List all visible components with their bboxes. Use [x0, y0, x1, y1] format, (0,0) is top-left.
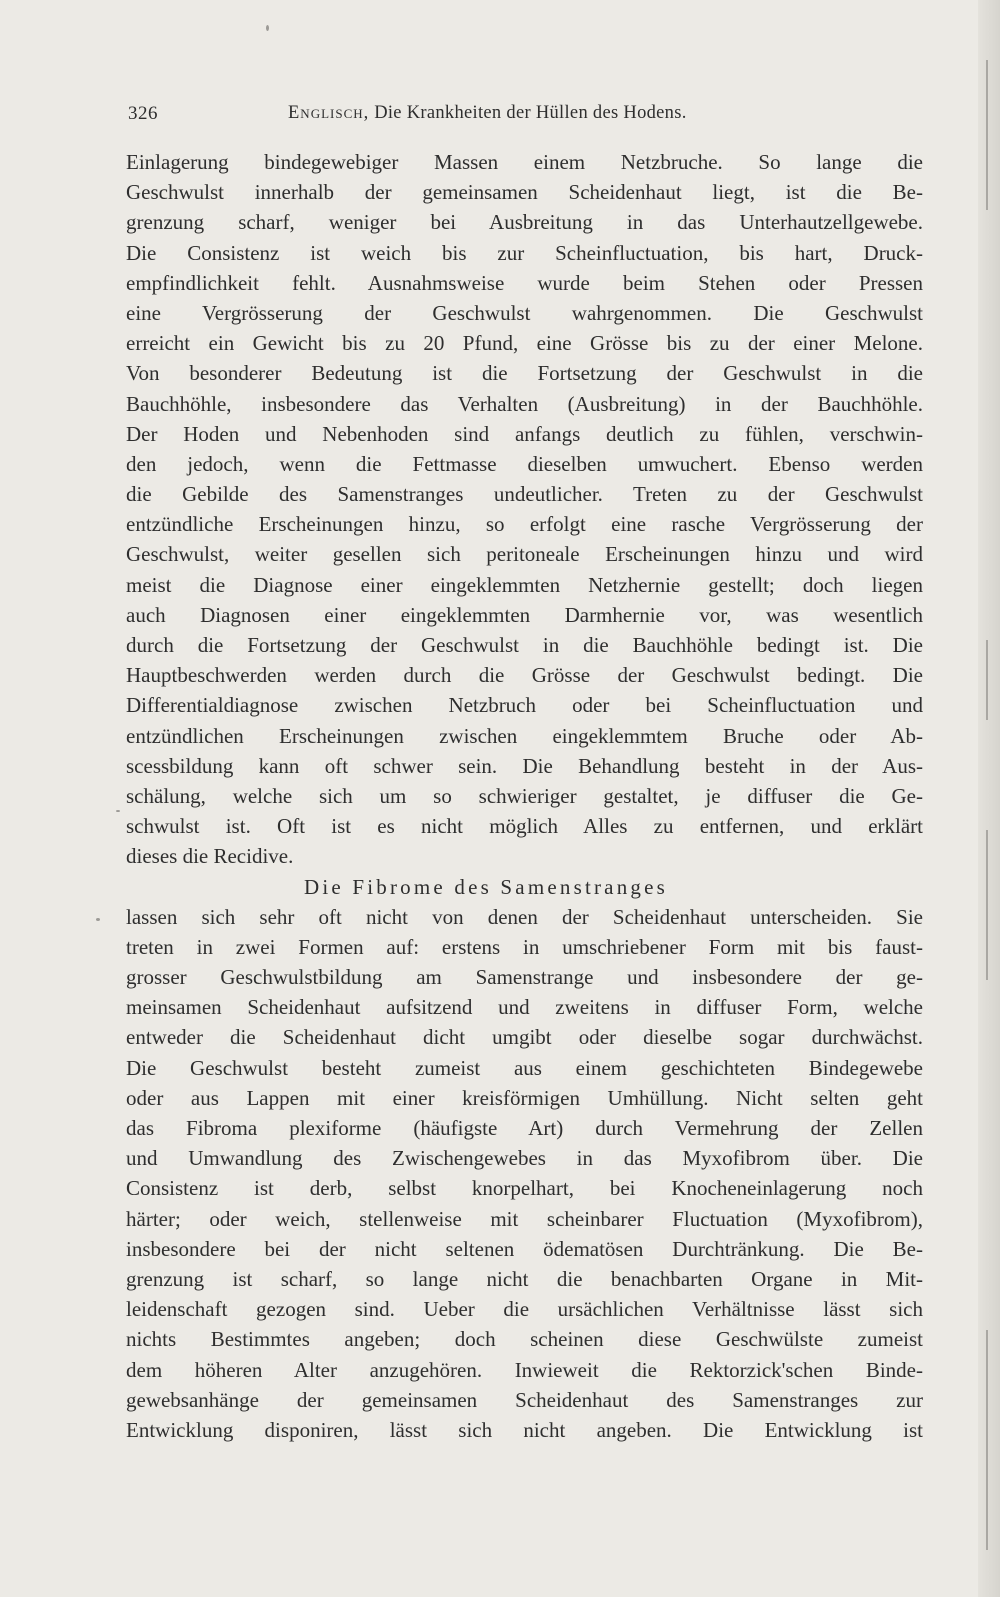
text-line: erreicht ein Gewicht bis zu 20 Pfund, eine Grösse bis zu der einer Melone. [126, 331, 923, 356]
edge-shadow [986, 640, 988, 720]
text-line: Hauptbeschwerden werden durch die Grösse der Geschwulst bedingt. Die [126, 663, 923, 688]
ink-speck [116, 810, 120, 812]
text-line: treten in zwei Formen auf: erstens in umschriebener Form mit bis faust- [126, 934, 923, 959]
author-name: Englisch, [288, 103, 370, 123]
page-number: 326 [128, 103, 158, 124]
section-heading: Die Fibrome des Samenstranges [304, 874, 668, 899]
text-line: dieses die Recidive. [126, 844, 294, 869]
text-line: Bauchhöhle, insbesondere das Verhalten (Ausbreitung) in der Bauchhöhle. [126, 391, 923, 416]
text-line: Der Hoden und Nebenhoden sind anfangs deutlich zu fühlen, verschwin- [126, 421, 923, 446]
text-line: durch die Fortsetzung der Geschwulst in die Bauchhöhle bedingt ist. Die [126, 633, 923, 657]
text-line: die Gebilde des Samenstranges undeutlicher. Treten zu der Geschwulst [126, 482, 923, 507]
text-line: entzündlichen Erscheinungen zwischen eingeklemmtem Bruche oder Ab- [126, 723, 923, 748]
text-line: Consistenz ist derb, selbst knorpelhart, bei Knocheneinlagerung noch [126, 1176, 923, 1201]
text-line: meinsamen Scheidenhaut aufsitzend und zweitens in diffuser Form, welche [126, 995, 923, 1020]
text-line: den jedoch, wenn die Fettmasse dieselben umwuchert. Ebenso werden [126, 451, 923, 476]
text-line: entzündliche Erscheinungen hinzu, so erfolgt eine rasche Vergrösserung der [126, 512, 923, 537]
text-line: schälung, welche sich um so schwieriger gestaltet, je diffuser die Ge- [126, 783, 923, 808]
text-line: das Fibroma plexiforme (häufigste Art) durch Vermehrung der Zellen [126, 1116, 923, 1140]
page-edge [978, 0, 1000, 1597]
text-line: Entwicklung disponiren, lässt sich nicht angeben. Die Entwicklung ist [126, 1417, 923, 1442]
text-line: Von besonderer Bedeutung ist die Fortsetzung der Geschwulst in die [126, 361, 923, 386]
text-line: eine Vergrösserung der Geschwulst wahrgenommen. Die Geschwulst [126, 300, 923, 325]
text-line: empfindlichkeit fehlt. Ausnahmsweise wurde beim Stehen oder Pressen [126, 270, 923, 295]
text-line: meist die Diagnose einer eingeklemmten Netzhernie gestellt; doch liegen [126, 572, 923, 597]
text-line: Geschwulst innerhalb der gemeinsamen Scheidenhaut liegt, ist die Be- [126, 180, 923, 205]
text-line: Einlagerung bindegewebiger Massen einem Netzbruche. So lange die [126, 150, 923, 174]
text-line: schwulst ist. Oft ist es nicht möglich Alles zu entfernen, und erklärt [126, 814, 923, 839]
running-header [128, 103, 923, 133]
text-line: grosser Geschwulstbildung am Samenstrange und insbesondere der ge- [126, 965, 923, 990]
running-title [288, 103, 687, 124]
text-line: grenzung scharf, weniger bei Ausbreitung in das Unterhautzellgewebe. [126, 210, 923, 235]
text-line: nichts Bestimmtes angeben; doch scheinen diese Geschwülste zumeist [126, 1327, 923, 1352]
text-line: Die Consistenz ist weich bis zur Scheinfluctuation, bis hart, Druck- [126, 240, 923, 265]
text-line: Differentialdiagnose zwischen Netzbruch oder bei Scheinfluctuation und [126, 693, 923, 718]
ink-speck [96, 918, 100, 921]
text-line: lassen sich sehr oft nicht von denen der Scheidenhaut unterscheiden. Sie [126, 904, 923, 929]
text-line: insbesondere bei der nicht seltenen ödematösen Durchtränkung. Die Be- [126, 1236, 923, 1261]
ink-speck [266, 25, 269, 31]
text-line: auch Diagnosen einer eingeklemmten Darmhernie vor, was wesentlich [126, 602, 923, 627]
chapter-title: Die Krankheiten der Hüllen des Hodens. [374, 103, 687, 123]
text-line: grenzung ist scharf, so lange nicht die benachbarten Organe in Mit- [126, 1266, 923, 1291]
text-line: und Umwandlung des Zwischengewebes in das Myxofibrom über. Die [126, 1146, 923, 1171]
body-text [126, 147, 923, 1445]
text-line: entweder die Scheidenhaut dicht umgibt oder dieselbe sogar durchwächst. [126, 1025, 923, 1050]
text-line: leidenschaft gezogen sind. Ueber die ursächlichen Verhältnisse lässt sich [126, 1297, 923, 1322]
text-line: oder aus Lappen mit einer kreisförmigen Umhüllung. Nicht selten geht [126, 1085, 923, 1110]
edge-shadow [986, 60, 988, 210]
edge-shadow [986, 1330, 988, 1550]
text-line: dem höheren Alter anzugehören. Inwieweit die Rektorzick'schen Binde- [126, 1357, 923, 1382]
text-line: härter; oder weich, stellenweise mit scheinbarer Fluctuation (Myxofibrom), [126, 1206, 923, 1231]
text-line: gewebsanhänge der gemeinsamen Scheidenhaut des Samenstranges zur [126, 1387, 923, 1412]
edge-shadow [986, 830, 988, 980]
text-line: Geschwulst, weiter gesellen sich peritoneale Erscheinungen hinzu und wird [126, 542, 923, 567]
text-line: Die Geschwulst besteht zumeist aus einem geschichteten Bindegewebe [126, 1055, 923, 1080]
text-line: scessbildung kann oft schwer sein. Die Behandlung besteht in der Aus- [126, 753, 923, 778]
